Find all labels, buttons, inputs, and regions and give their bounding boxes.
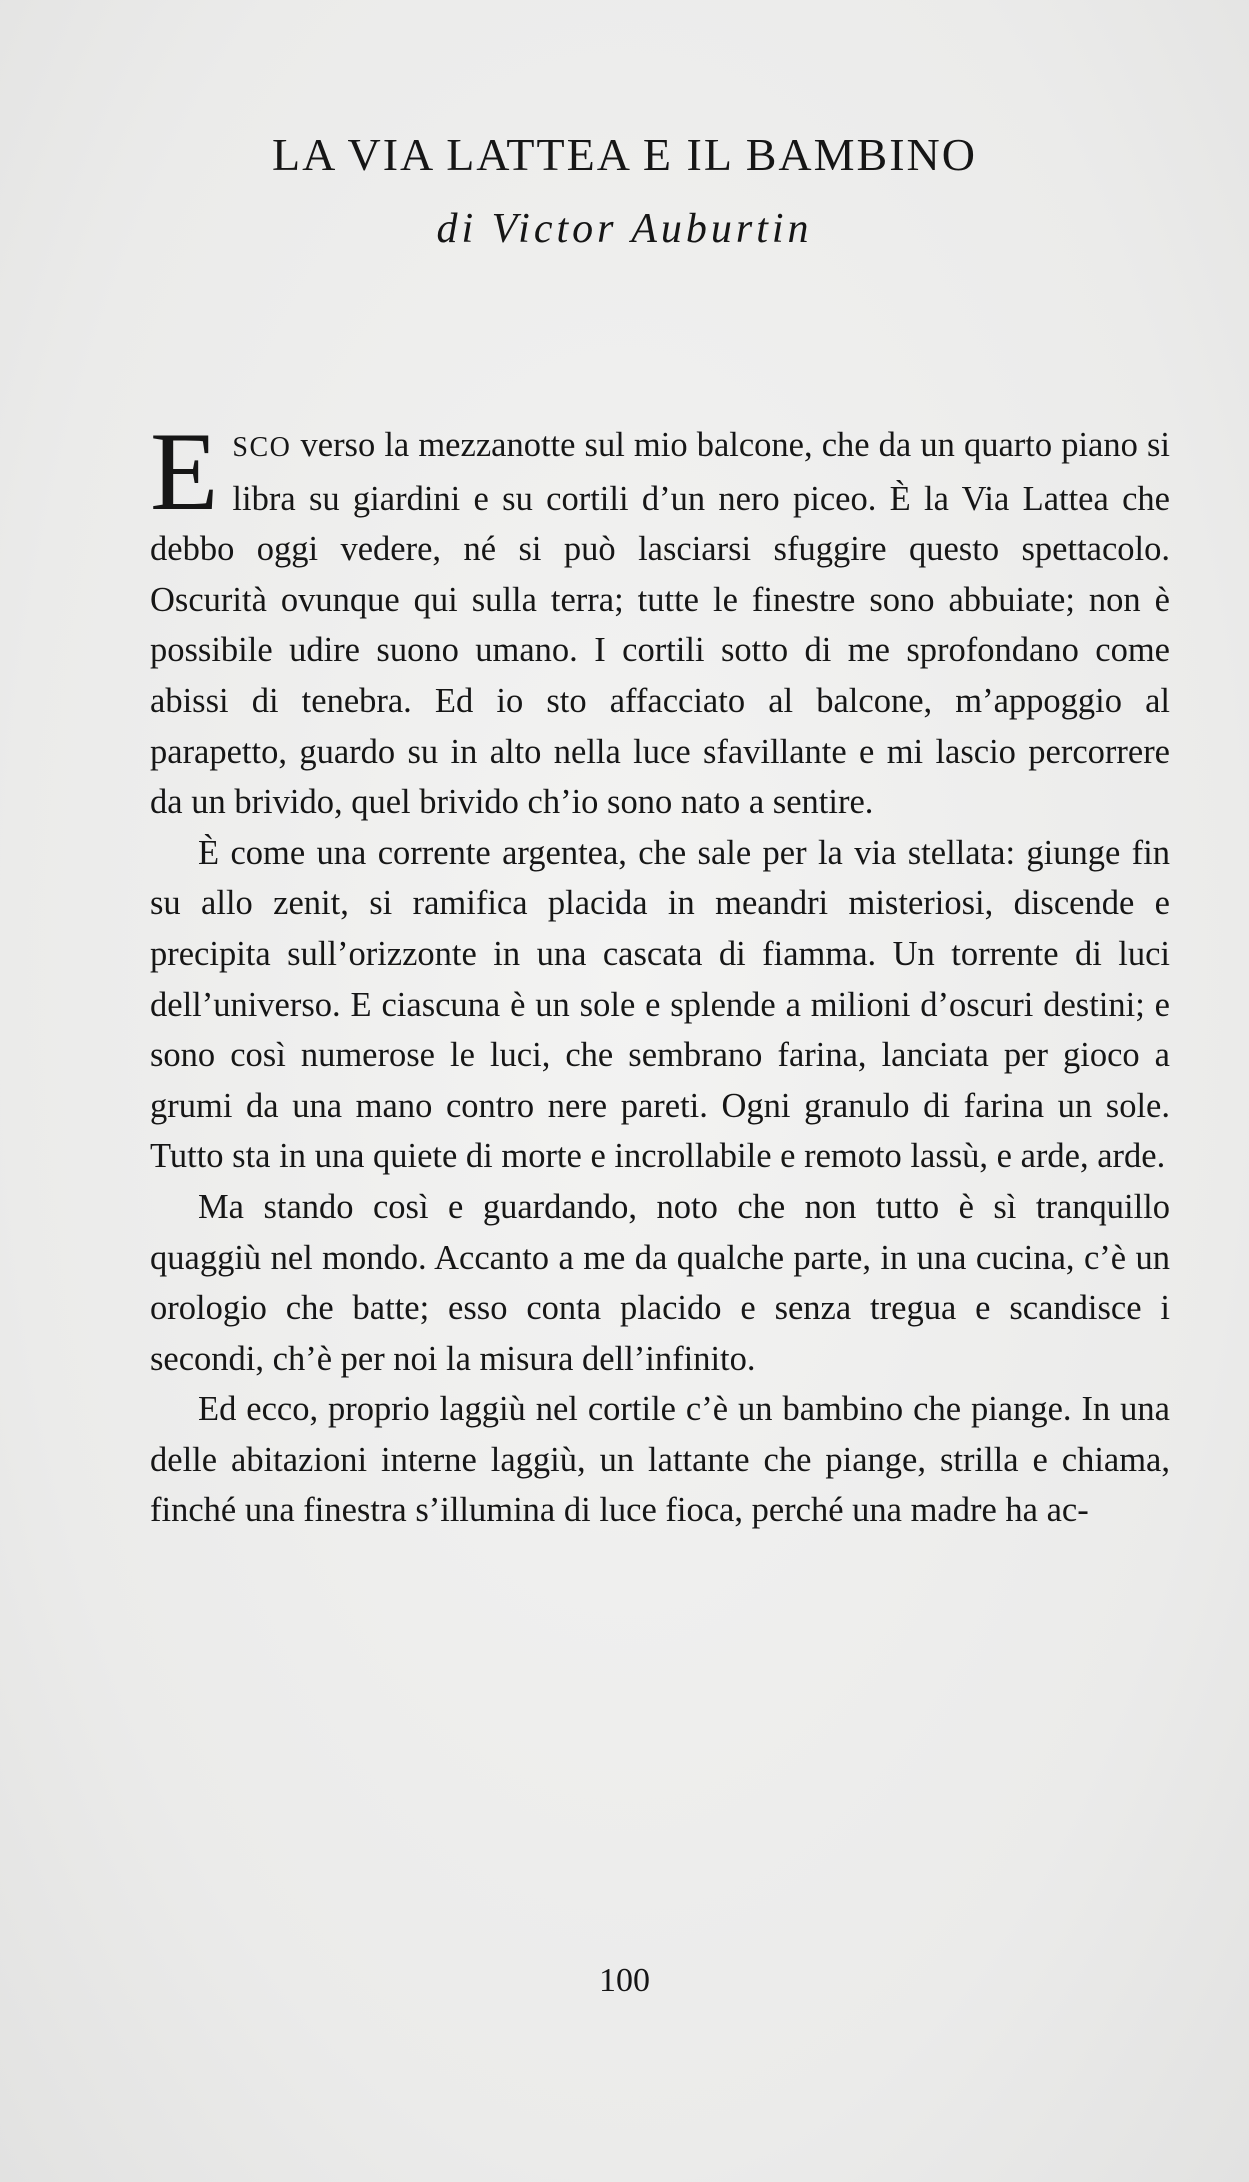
paragraph-1 [150, 410, 1170, 828]
paragraph-3: Ma stando così e guardando, noto che non tutto è sì tranquillo quaggiù nel mondo. Accanto a me da qualche parte, in una cucina, c’è un orologio che batte; esso conta placido e senza tregua e scandisce i secondi, ch’è per noi la misura dell’infinito. [150, 1187, 1170, 1378]
small-caps-lead: SCO [232, 432, 292, 463]
paragraph-4: Ed ecco, proprio laggiù nel cortile c’è un bambino che piange. In una delle abitazioni interne laggiù, un lattante che piange, strilla e chiama, finché una finestra s’illumina di luce fioca, perché una madre ha ac- [150, 1390, 1170, 1530]
author-line: di Victor Auburtin [436, 206, 813, 252]
paragraph-1-text: verso la mezzanotte sul mio balcone, che da un quarto piano si libra su giardini e su cortili d’un nero piceo. È la Via Lattea che debbo oggi vedere, né si può lasciarsi sfuggire questo spettacolo. Oscurità ovunque qui sulla terra; tutte le finestre sono abbuiate; non è possibile udire suono umano. I cortili sotto di me sprofondano come abissi di tenebra. Ed io sto affacciato al balcone, m’appoggio al parapetto, guardo su in alto nella luce sfavillante e mi lascio percorrere da un brivido, quel brivido ch’io sono nato a sentire. [150, 426, 1170, 822]
drop-cap: E [150, 410, 219, 534]
body-text [150, 410, 1170, 1536]
chapter-title: LA VIA LATTEA E IL BAMBINO [272, 129, 977, 180]
page-number: 100 [599, 1962, 650, 1999]
paragraph-2: È come una corrente argentea, che sale per la via stellata: giunge fin su allo zenit, si ramifica placida in meandri misteriosi, discende e precipita sull’orizzonte in una cascata di fiamma. Un torrente di luci dell’universo. E ciascuna è un sole e splende a milioni d’oscuri destini; e sono così numerose le luci, che sembrano farina, lanciata per gioco a grumi da una mano contro nere pareti. Ogni granulo di farina un sole. Tutto sta in una quiete di morte e incrollabile e remoto lassù, e arde, arde. [150, 833, 1170, 1176]
